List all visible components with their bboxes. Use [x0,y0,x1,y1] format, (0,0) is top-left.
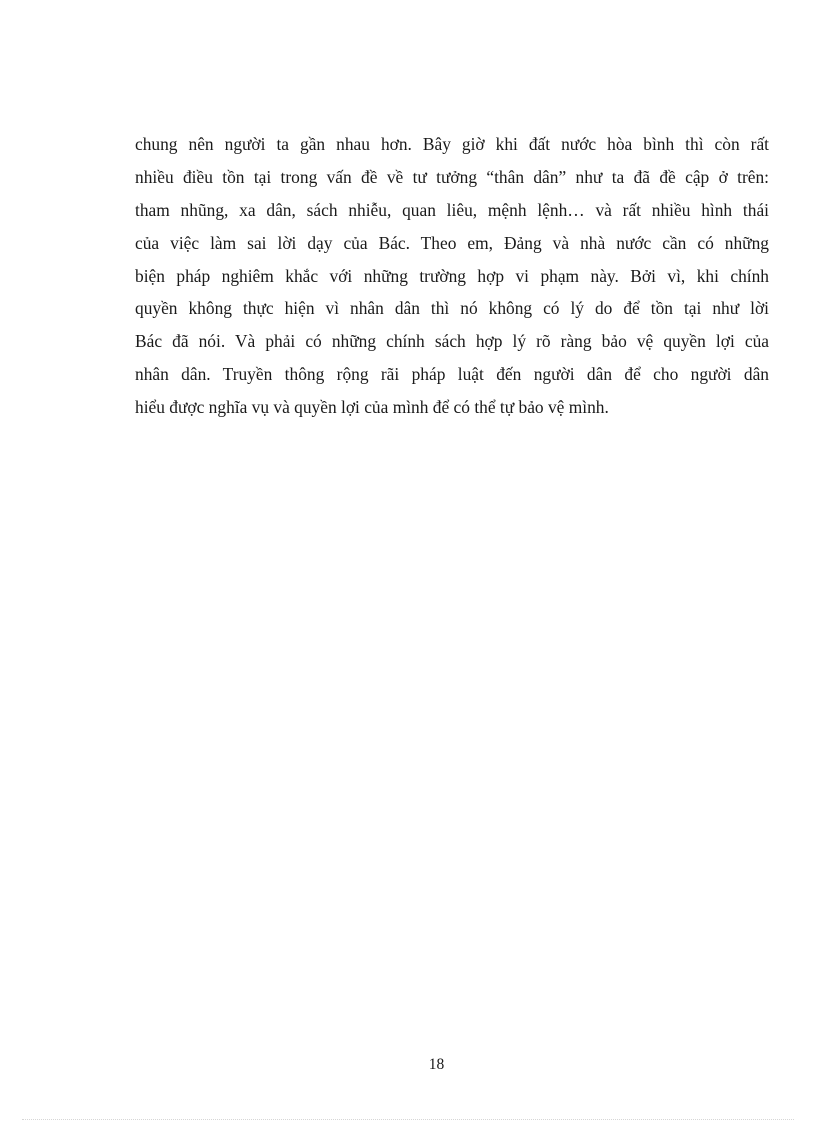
paragraph-line: Bác đã nói. Và phải có những chính sách hợp lý rõ ràng bảo vệ quyền lợi của [135,331,769,352]
paragraph-line: nhiều điều tồn tại trong vấn đề về tư tưởng “thân dân” như ta đã đề cập ở trên: [135,166,769,187]
page-bottom-border [22,1119,794,1120]
paragraph-line: của việc làm sai lời dạy của Bác. Theo em, Đảng và nhà nước cần có những [135,232,769,253]
page-number: 18 [428,1056,445,1073]
paragraph-line: nhân dân. Truyền thông rộng rãi pháp luật đến người dân để cho người dân [135,364,769,385]
paragraph-line: biện pháp nghiêm khắc với những trường hợp vi phạm này. Bởi vì, khi chính [135,265,769,286]
paragraph-line: tham nhũng, xa dân, sách nhiễu, quan liêu, mệnh lệnh… và rất nhiều hình thái [135,199,769,220]
body-paragraph [135,128,769,424]
paragraph-line: hiểu được nghĩa vụ và quyền lợi của mình để có thể tự bảo vệ mình. [135,397,609,418]
paragraph-line: quyền không thực hiện vì nhân dân thì nó không có lý do để tồn tại như lời [135,298,769,319]
paragraph-line: chung nên người ta gần nhau hơn. Bây giờ khi đất nước hòa bình thì còn rất [135,134,769,154]
